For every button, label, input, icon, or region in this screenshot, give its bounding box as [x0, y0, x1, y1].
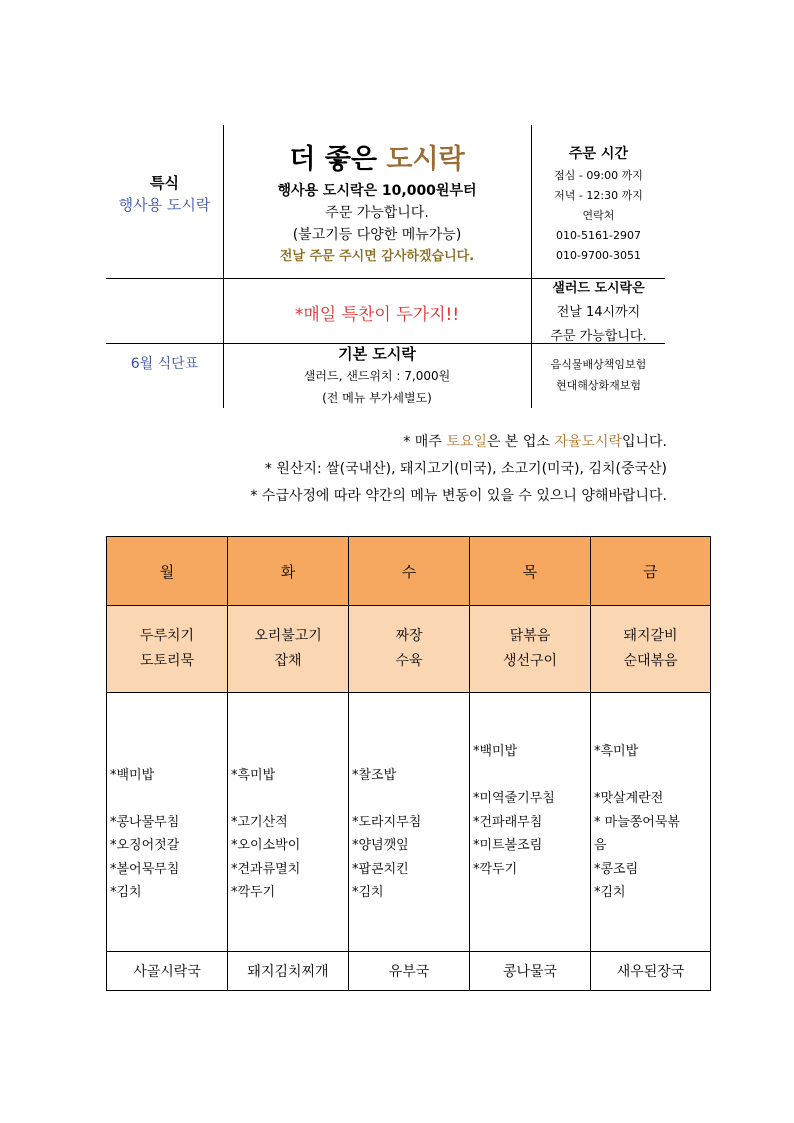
side-dish-item: 음 [594, 838, 607, 853]
event-price-line: 행사용 도시락은 10,000원부터 [277, 183, 477, 199]
soup-row [107, 952, 711, 991]
shop-title-highlight: 도시락 [386, 144, 465, 175]
side-dish-item: *오징어젓갈 [110, 838, 180, 853]
side-dish-row [107, 693, 711, 952]
month-menu-label: 6월 식단표 [130, 356, 199, 372]
side-dish-item [352, 787, 469, 811]
notice-free-highlight: 자율도시락 [554, 434, 622, 450]
order-time-cell [532, 142, 665, 266]
side-dish-item [594, 693, 710, 717]
side-dish-item: *양념깻잎 [352, 838, 409, 853]
side-dish-item [594, 764, 710, 788]
main-dish: 두루치기 [139, 628, 195, 644]
side-dish-item [352, 740, 469, 764]
basic-lunchbox-title: 기본 도시락 [338, 345, 416, 363]
notice-block [250, 429, 667, 510]
side-dish-item: *김치 [110, 885, 142, 900]
side-dish-item [110, 787, 227, 811]
side-dish-item [352, 693, 469, 717]
event-info-cell [224, 140, 530, 268]
phone-number-2[interactable]: 010-9700-3051 [556, 249, 641, 262]
side-dish-item [110, 693, 227, 717]
side-dish-item: *김치 [352, 885, 384, 900]
side-dish-item: *백미밥 [473, 744, 518, 759]
event-thanks-line: 전날 주문 주시면 감사하겠습니다. [279, 249, 475, 264]
side-dish-item: *콩조림 [594, 861, 639, 877]
side-dish-item [473, 764, 590, 788]
side-dish-item: *미트볼조림 [473, 838, 543, 853]
side-dish-list [352, 693, 469, 905]
event-menu-line: (불고기등 다양한 메뉴가능) [292, 227, 462, 243]
side-dish-item [231, 693, 348, 717]
main-dish: 짜장 [395, 628, 423, 644]
notice-changes: * 수급사정에 따라 약간의 메뉴 변동이 있을 수 있으니 양해바랍니다. [250, 488, 667, 504]
side-dish-item [231, 787, 348, 811]
side-dish-list [594, 693, 710, 905]
side-dish-cell [349, 693, 470, 952]
main-dish-cell [470, 606, 591, 693]
day-header-mon: 월 [107, 537, 228, 606]
weekly-menu-table [106, 536, 711, 991]
main-dish-cell [349, 606, 470, 693]
side-dish-item: *고기산적 [231, 814, 288, 830]
side-dish-item: *볼어묵무침 [110, 861, 180, 877]
shop-title-prefix: 더 좋은 [289, 144, 377, 175]
soup-cell: 사골시락국 [107, 952, 228, 991]
day-header-wed: 수 [349, 537, 470, 606]
main-dish: 오리불고기 [254, 628, 322, 644]
main-dish: 생선구이 [502, 653, 558, 669]
side-dish-item [231, 717, 348, 741]
side-dish-list [473, 693, 590, 881]
basic-lunchbox-price: 샐러드, 샌드위치 : 7,000원 [303, 369, 451, 383]
side-dish-item [110, 740, 227, 764]
contact-label: 연락처 [582, 209, 615, 222]
salad-order-cell [532, 277, 665, 349]
side-dish-item: *깍두기 [231, 885, 276, 900]
day-header-tue: 화 [228, 537, 349, 606]
main-dish: 순대볶음 [623, 653, 678, 669]
side-dish-item: *견과류멸치 [231, 861, 301, 877]
side-dish-item [231, 740, 348, 764]
shop-title [224, 140, 530, 180]
side-dish-item: *백미밥 [110, 767, 155, 783]
salad-line-1: 샐러드 도시락은 [552, 281, 645, 296]
side-dish-item: *미역줄기무침 [473, 791, 555, 806]
side-dish-item [594, 717, 710, 741]
order-time-title: 주문 시간 [569, 146, 628, 162]
side-dish-item: *콩나물무침 [110, 814, 180, 830]
main-dish-cell [591, 606, 711, 693]
basic-lunchbox-cell [224, 343, 530, 409]
side-dish-item [473, 717, 590, 741]
main-dish: 잡채 [274, 653, 302, 669]
notice-origin: * 원산지: 쌀(국내산), 돼지고기(미국), 소고기(미국), 김치(중국산) [264, 461, 667, 477]
notice-saturday-part: * 매주 [403, 434, 447, 450]
main-dish: 돼지갈비 [623, 628, 678, 644]
salad-line-2: 전날 14시까지 [556, 305, 641, 320]
side-dish-cell [470, 693, 591, 952]
main-dish: 도토리묵 [139, 653, 195, 669]
notice-saturday-part: 입니다. [621, 434, 667, 450]
main-dish-cell [107, 606, 228, 693]
notice-saturday [250, 429, 667, 456]
side-dish-cell [228, 693, 349, 952]
event-lunchbox-label: 행사용 도시락 [118, 196, 211, 214]
side-dish-cell [591, 693, 711, 952]
side-dish-item [110, 717, 227, 741]
side-dish-list [110, 693, 227, 905]
day-header-row [107, 537, 711, 606]
day-header-fri: 금 [591, 537, 711, 606]
side-dish-item: *팝콘치킨 [352, 861, 409, 877]
soup-cell: 돼지김치찌개 [228, 952, 349, 991]
side-dish-item: *도라지무침 [352, 814, 422, 830]
side-dish-item: *김치 [594, 885, 626, 900]
side-dish-item: *찰조밥 [352, 767, 397, 783]
main-dish-cell [228, 606, 349, 693]
side-dish-item: *흑미밥 [231, 767, 276, 783]
day-header-thu: 목 [470, 537, 591, 606]
side-dish-cell [107, 693, 228, 952]
insurance-line-1: 음식물배상책임보험 [550, 358, 647, 371]
side-dish-item [473, 693, 590, 717]
basic-lunchbox-vat: (전 메뉴 부가세별도) [322, 391, 432, 405]
event-order-line: 주문 가능합니다. [325, 205, 429, 221]
soup-cell: 새우된장국 [591, 952, 711, 991]
lunch-deadline: 점심 - 09:00 까지 [554, 169, 643, 182]
side-dish-item: * 마늘쫑어묵볶 [594, 814, 680, 830]
special-menu-cell [106, 172, 223, 216]
daily-special-text: *매일 특찬이 두가지!! [294, 305, 460, 325]
side-dish-item: *건파래무침 [473, 814, 543, 830]
salad-line-3: 주문 가능합니다. [550, 329, 647, 344]
main-dish: 수육 [395, 653, 423, 669]
notice-saturday-highlight: 토요일 [446, 434, 487, 450]
side-dish-list [231, 693, 348, 905]
notice-saturday-part: 은 본 업소 [486, 434, 555, 450]
soup-cell: 콩나물국 [470, 952, 591, 991]
dinner-deadline: 저녁 - 12:30 까지 [554, 189, 643, 202]
side-dish-item: *흑미밥 [594, 744, 639, 759]
side-dish-item: *맛살계란전 [594, 791, 664, 806]
main-dish: 닭볶음 [509, 628, 551, 644]
insurance-line-2: 현대해상화재보험 [555, 379, 641, 392]
soup-cell: 유부국 [349, 952, 470, 991]
phone-number-1[interactable]: 010-5161-2907 [556, 229, 641, 242]
main-dish-row [107, 606, 711, 693]
side-dish-item: *깍두기 [473, 861, 518, 877]
insurance-cell [532, 354, 665, 396]
side-dish-item: *오이소박이 [231, 838, 301, 853]
side-dish-item [352, 717, 469, 741]
special-title: 특식 [150, 174, 179, 192]
